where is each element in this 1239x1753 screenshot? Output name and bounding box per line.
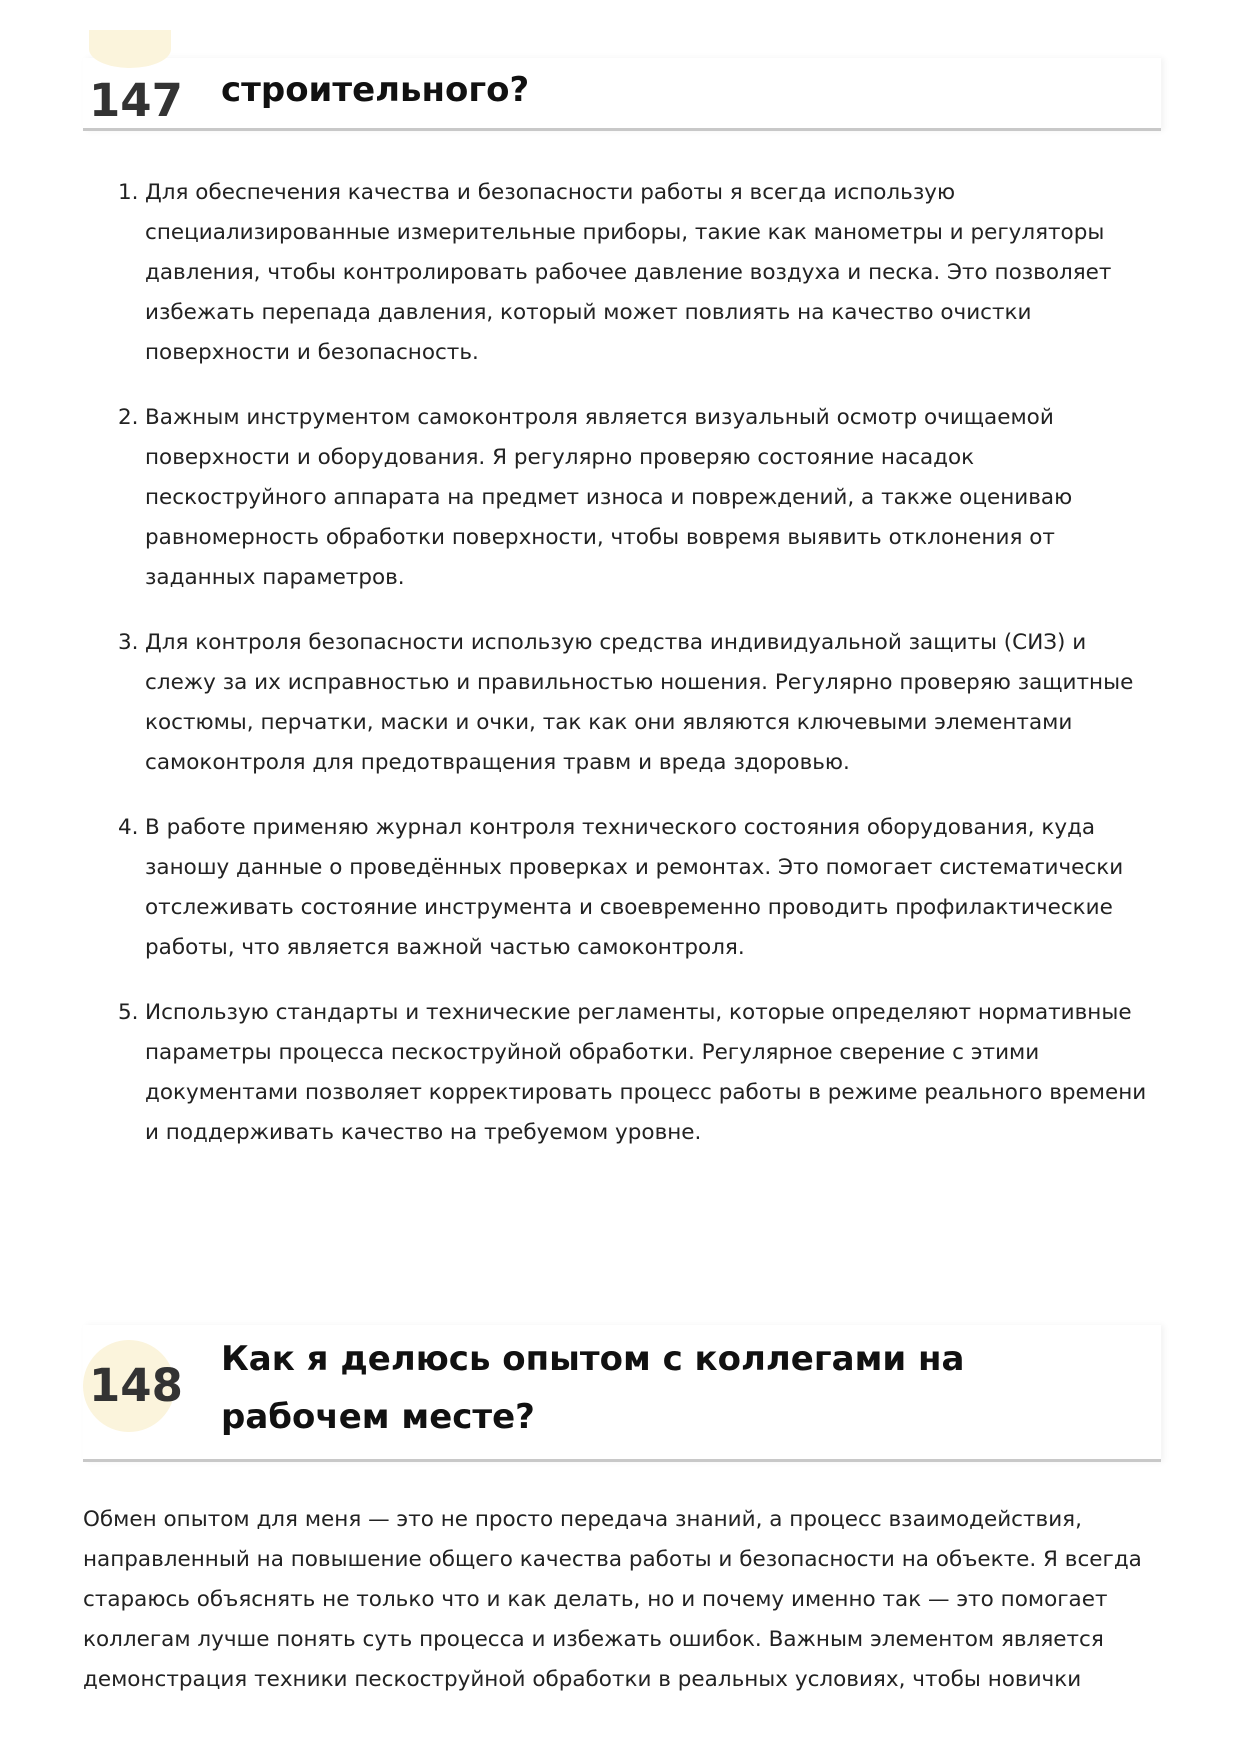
question-number-badge — [89, 30, 171, 68]
question-header-147 — [83, 58, 1161, 131]
answer-item-text: Для обеспечения качества и безопасности работы я всегда использую специализированные измерительные приборы, такие как манометры и регуляторы давления, чтобы контролировать рабочее давление воздуха и песка. Это позволяет избежать перепада давления, который может повлиять на качество очистки поверхности и безопасность. — [145, 180, 1112, 365]
answer-item-number: 5. — [118, 1000, 139, 1025]
answer-item-text: Важным инструментом самоконтроля является визуальный осмотр очищаемой поверхности и оборудования. Я регулярно проверяю состояние насадок пескоструйного аппарата на предмет износа и повреждений, а также оцениваю равномерность обработки поверхности, чтобы вовремя выявить отклонения от заданных параметров. — [145, 405, 1073, 590]
answer-item-text: Для контроля безопасности использую средства индивидуальной защиты (СИЗ) и слежу за их исправностью и правильностью ношения. Регулярно проверяю защитные костюмы, перчатки, маски и очки, так как они являются ключевыми элементами самоконтроля для предотвращения травм и вреда здоровью. — [145, 630, 1134, 775]
question-number: 148 — [89, 1359, 183, 1412]
question-title: Как я делюсь опытом с коллегами на рабочем месте? — [221, 1339, 965, 1437]
answer-list — [118, 173, 1155, 1178]
answer-item-text: В работе применяю журнал контроля технического состояния оборудования, куда заношу данные о проведённых проверках и ремонтах. Это помогает систематически отслеживать состояние инструмента и своевременно проводить профилактические работы, что является важной частью самоконтроля. — [145, 815, 1124, 960]
answer-item-number: 4. — [118, 815, 139, 840]
answer-item-2 — [118, 398, 1155, 598]
answer-item-3 — [118, 623, 1155, 783]
question-number: 147 — [89, 74, 183, 127]
question-title: строительного? — [221, 70, 530, 110]
answer-item-number: 2. — [118, 405, 139, 430]
answer-item-4 — [118, 808, 1155, 968]
answer-item-number: 3. — [118, 630, 139, 655]
answer-item-1 — [118, 173, 1155, 373]
answer-item-5 — [118, 993, 1155, 1153]
answer-paragraph: Обмен опытом для меня — это не просто передача знаний, а процесс взаимодействия, направленный на повышение общего качества работы и безопасности на объекте. Я всегда стараюсь объяснять не только что и как делать, но и почему именно так — это помогает коллегам лучше понять суть процесса и избежать ошибок. Важным элементом является демонстрация техники пескоструйной обработки в реальных условиях, чтобы новички — [83, 1507, 1142, 1692]
question-header-148 — [83, 1325, 1161, 1462]
answer-item-text: Использую стандарты и технические регламенты, которые определяют нормативные параметры процесса пескоструйной обработки. Регулярное сверение с этими документами позволяет корректировать процесс работы в режиме реального времени и поддерживать качество на требуемом уровне. — [145, 1000, 1147, 1145]
answer-item-number: 1. — [118, 180, 139, 205]
